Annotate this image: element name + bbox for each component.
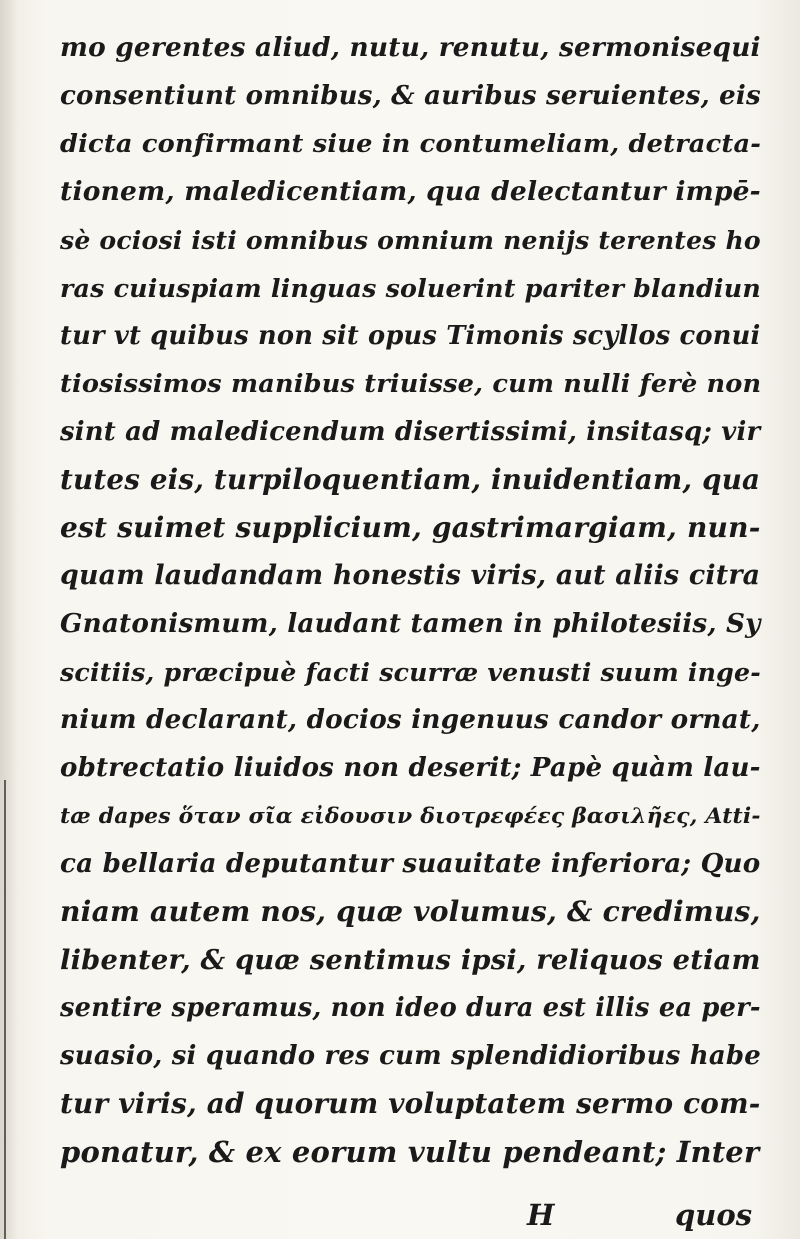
text-line: sint ad maledicendum disertissimi, insitasq; vir <box>60 417 761 447</box>
text-line: ras cuiuspiam linguas soluerint pariter blandiun <box>60 273 761 303</box>
text-line: ca bellaria deputantur suauitate inferiora; Quo <box>60 848 761 879</box>
text-line: Gnatonismum, laudant tamen in philotesiis, Sy <box>60 608 761 639</box>
text-line: tur viris, ad quorum voluptatem sermo com- <box>60 1087 761 1120</box>
text-line: tur vt quibus non sit opus Timonis scyllos conui <box>60 321 761 351</box>
text-line: consentiunt omnibus, & auribus seruientes, eis <box>60 81 761 111</box>
text-line: scitiis, præcipuè facti scurræ venusti suum inge- <box>60 657 761 687</box>
text-line: nium declarant, docios ingenuus candor ornat, <box>60 704 761 735</box>
text-line: sè ociosi isti omnibus omnium nenijs terentes ho <box>60 225 761 255</box>
text-line: libenter, & quæ sentimus ipsi, reliquos etiam <box>60 944 761 976</box>
text-line: tæ dapes ὅταν σῖα εἰδουσιν διοτρεφέες βασιλῆες, Atti- <box>60 803 761 829</box>
signature-mark: H <box>527 1198 555 1232</box>
margin-rule <box>4 780 6 1239</box>
text-line: tiosissimos manibus triuisse, cum nulli ferè non <box>60 369 762 399</box>
text-line: obtrectatio liuidos non deserit; Papè quàm lau- <box>60 753 761 783</box>
text-line: sentire speramus, non ideo dura est illis ea per- <box>60 993 761 1023</box>
text-line: ponatur, & ex eorum vultu pendeant; Inter <box>60 1135 760 1169</box>
text-line: suasio, si quando res cum splendidioribus habe <box>60 1041 761 1071</box>
text-line: dicta confirmant siue in contumeliam, detracta- <box>60 129 762 159</box>
text-line: niam autem nos, quæ volumus, & credimus, <box>60 895 761 928</box>
text-line: est suimet supplicium, gastrimargiam, nun- <box>60 511 761 544</box>
text-line: tionem, maledicentiam, qua delectantur impē- <box>60 176 761 207</box>
spine-shadow <box>0 0 18 1239</box>
text-line: mo gerentes aliud, nutu, renutu, sermonisequi <box>60 32 761 63</box>
text-line: quam laudandam honestis viris, aut aliis citra <box>60 560 761 591</box>
text-line: tutes eis, turpiloquentiam, inuidentiam, qua <box>60 463 761 496</box>
catchword: quos <box>675 1198 753 1232</box>
